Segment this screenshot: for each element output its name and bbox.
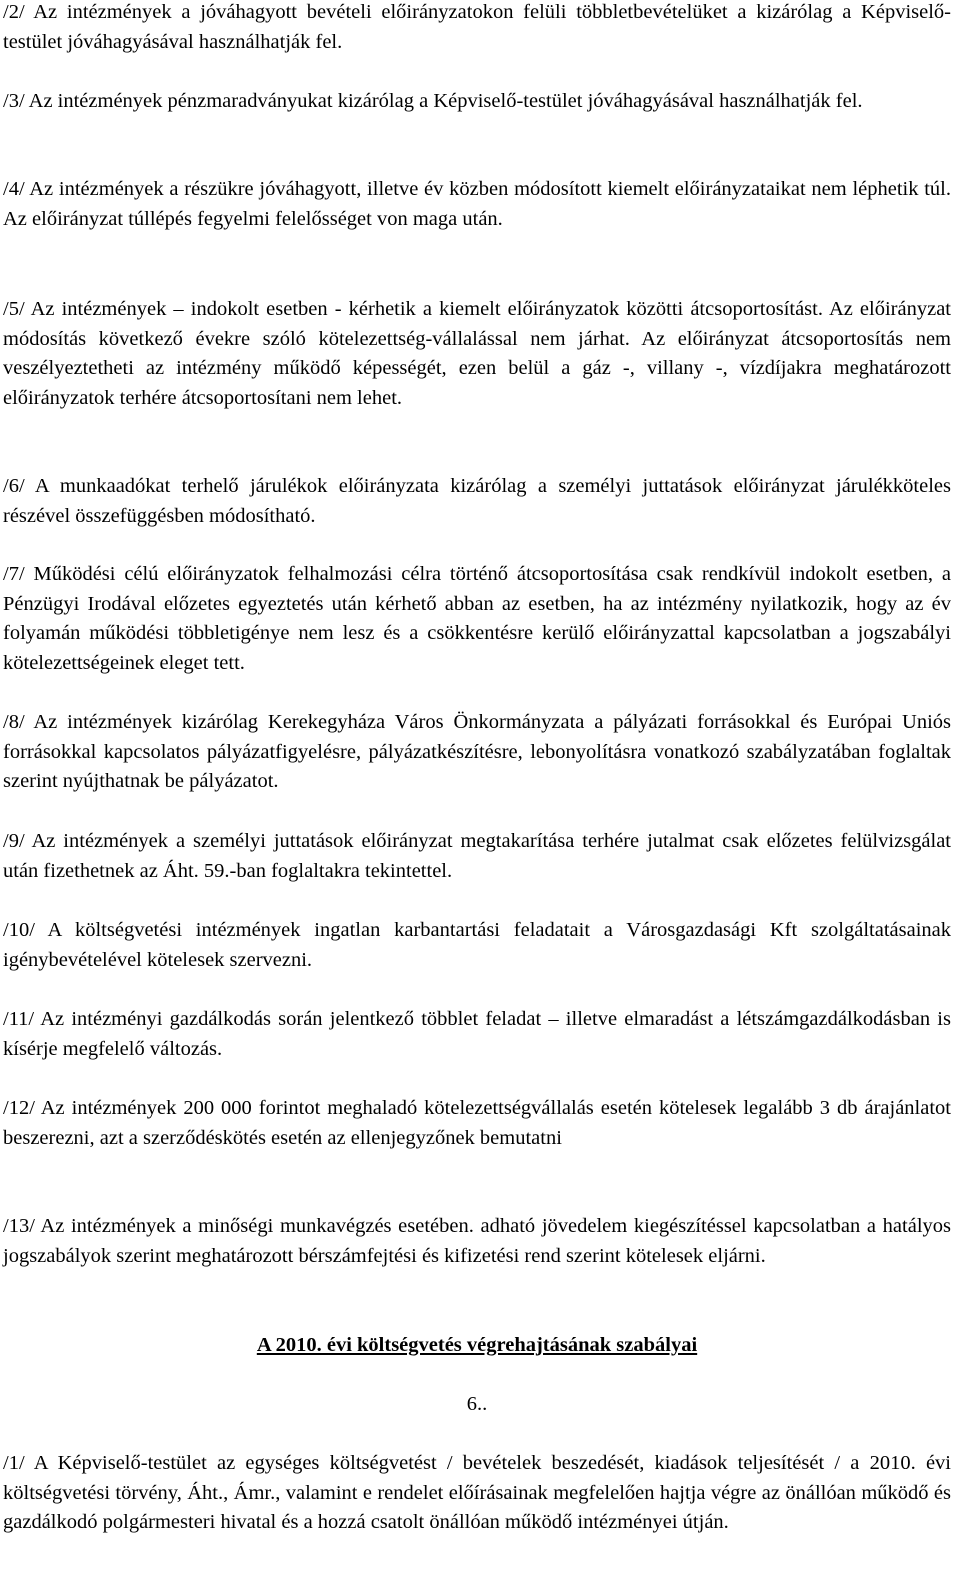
paragraph-2: /2/ Az intézmények a jóváhagyott bevételi előirányzatokon felüli többletbevételüket a kizárólag a Képviselő-testület jóváhagyásával használhatják fel.	[3, 1, 951, 53]
paragraph-6: /6/ A munkaadókat terhelő járulékok előirányzata kizárólag a személyi juttatások előirányzat járulékköteles részével összefüggésben módosítható.	[3, 475, 951, 527]
paragraph-8: /8/ Az intézmények kizárólag Kerekegyháza Város Önkormányzata a pályázati forrásokkal és Európai Uniós forrásokkal kapcsolatos pályázatfigyelésre, pályázatkészítésre, lebonyolításra vonatkozó szabályzatában foglaltak szerint nyújthatnak be pályázatot.	[3, 711, 951, 792]
paragraph-13: /13/ Az intézmények a minőségi munkavégzés esetében. adható jövedelem kiegészítéssel kapcsolatban a hatályos jogszabályok szerint meghatározott bérszámfejtési és kifizetési rend szerint kötelesek eljárni.	[3, 1215, 951, 1267]
paragraph-final: /1/ A Képviselő-testület az egységes költségvetést / bevételek beszedését, kiadások teljesítését / a 2010. évi költségvetési törvény, Áht., Ámr., valamint e rendelet előírásainak megfelelően hajtja végre az önállóan működő és gazdálkodó polgármesteri hivatal és a hozzá csatolt önállóan működő intézményei útján.	[3, 1452, 951, 1533]
paragraph-9: /9/ Az intézmények a személyi juttatások előirányzat megtakarítása terhére jutalmat csak előzetes felülvizsgálat után fizethetnek az Áht. 59.-ban foglaltakra tekintettel.	[3, 830, 951, 882]
paragraph-7: /7/ Működési célú előirányzatok felhalmozási célra történő átcsoportosítása csak rendkívül indokolt esetben, a Pénzügyi Irodával előzetes egyeztetés után kérhető abban az esetben, ha az intézmény nyilatkozik, hogy az év folyamán működési többletigénye nem lesz és a csökkentésre kerülő előirányzattal kapcsolatban a jogszabályi kötelezettségeinek eleget tett.	[3, 563, 951, 674]
section-number: 6..	[466, 1393, 488, 1415]
paragraph-12: /12/ Az intézmények 200 000 forintot meghaladó kötelezettségvállalás esetén kötelesek legalább 3 db árajánlatot beszerezni, azt a szerződéskötés esetén az ellenjegyzőnek bemutatni	[3, 1097, 951, 1149]
paragraph-5: /5/ Az intézmények – indokolt esetben - kérhetik a kiemelt előirányzatok közötti átcsoportosítást. Az előirányzat módosítás következő évekre szóló kötelezettség-vállalással nem járhat. Az előirányzat átcsoportosítás nem veszélyeztetheti az intézmény működő képességét, ezen belül a gáz -, villany -, vízdíjakra meghatározott előirányzatok terhére átcsoportosítani nem lehet.	[3, 298, 951, 409]
paragraph-11: /11/ Az intézményi gazdálkodás során jelentkező többlet feladat – illetve elmaradást a létszámgazdálkodásban is kísérje megfelelő változás.	[3, 1008, 951, 1060]
paragraph-4: /4/ Az intézmények a részükre jóváhagyott, illetve év közben módosított kiemelt előirányzataikat nem léphetik túl. Az előirányzat túllépés fegyelmi felelősséget von maga után.	[3, 178, 951, 230]
section-heading: A 2010. évi költségvetés végrehajtásának szabályai	[256, 1334, 698, 1356]
paragraph-3: /3/ Az intézmények pénzmaradványukat kizárólag a Képviselő-testület jóváhagyásával használhatják fel.	[3, 90, 863, 112]
paragraph-10: /10/ A költségvetési intézmények ingatlan karbantartási feladatait a Városgazdasági Kft szolgáltatásainak igénybevételével kötelesek szervezni.	[3, 919, 951, 971]
